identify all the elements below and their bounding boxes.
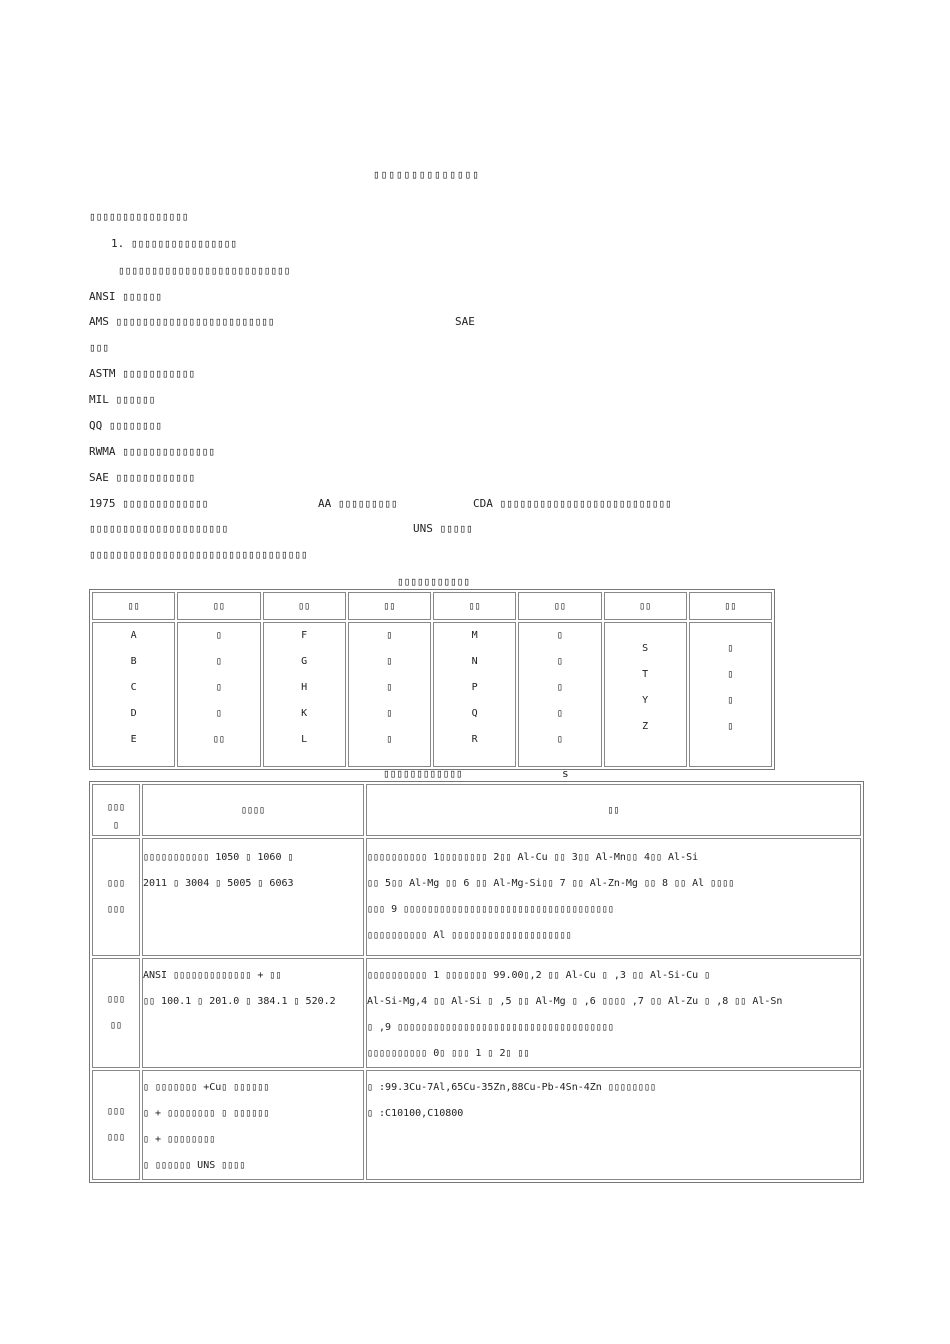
table1-col-elements-3	[518, 622, 601, 767]
table2-cell-line: ▯ + ▯▯▯▯▯▯▯▯	[143, 1134, 216, 1145]
table1-cell: D	[130, 708, 137, 719]
table1-cell: N	[471, 656, 478, 667]
table1-caption: ▯▯▯▯▯▯▯▯▯▯▯	[397, 575, 470, 588]
body-line-11: SAE ▯▯▯▯▯▯▯▯▯▯▯▯	[89, 471, 195, 484]
table2-label-text: ▯▯	[109, 1020, 123, 1031]
body-line-12-cda: CDA ▯▯▯▯▯▯▯▯▯▯▯▯▯▯▯▯▯▯▯▯▯▯▯▯▯▯	[473, 497, 672, 510]
table1-cell: ▯	[386, 682, 393, 693]
table1-cell: ▯	[727, 643, 734, 654]
table1-cell: C	[130, 682, 137, 693]
table1-header: ▯▯	[604, 592, 687, 620]
table1-col-letters-4	[604, 622, 687, 767]
body-line-3: ▯▯▯▯▯▯▯▯▯▯▯▯▯▯▯▯▯▯▯▯▯▯▯▯▯▯	[118, 264, 291, 277]
table2-cell-line: ▯▯▯▯▯▯▯▯▯▯ Al ▯▯▯▯▯▯▯▯▯▯▯▯▯▯▯▯▯▯▯▯	[367, 930, 572, 941]
body-line-2: 1. ▯▯▯▯▯▯▯▯▯▯▯▯▯▯▯▯	[111, 237, 237, 250]
body-line-5-sae: SAE	[455, 315, 475, 328]
table2-cell-line: ▯ :C10100,C10800	[367, 1108, 464, 1119]
table2-cell-line: ▯▯ 5▯▯ Al-Mg ▯▯ 6 ▯▯ Al-Mg-Si▯▯ 7 ▯▯ Al-Zn-Mg ▯▯ 8 ▯▯ Al ▯▯▯▯	[367, 878, 735, 889]
table1-col-letters-2	[263, 622, 346, 767]
table1-cell: Z	[642, 721, 649, 732]
table2-header-designation: ▯▯▯▯	[142, 784, 364, 836]
body-line-6: ▯▯▯	[89, 341, 109, 354]
table2-label-text: ▯▯▯	[106, 904, 126, 915]
table1-cell: ▯▯	[212, 734, 225, 745]
element-code-table	[89, 589, 775, 770]
table2-header-text: ▯	[112, 820, 120, 831]
table1-cell: ▯	[727, 669, 734, 680]
body-line-13: ▯▯▯▯▯▯▯▯▯▯▯▯▯▯▯▯▯▯▯▯▯	[89, 522, 229, 535]
table1-cell: Q	[471, 708, 478, 719]
table2-cell-line: ▯▯▯▯▯▯▯▯▯▯ 1▯▯▯▯▯▯▯▯ 2▯▯ Al-Cu ▯▯ 3▯▯ Al-Mn▯▯ 4▯▯ Al-Si	[367, 852, 699, 863]
table2-cell-line: ▯ ,9 ▯▯▯▯▯▯▯▯▯▯▯▯▯▯▯▯▯▯▯▯▯▯▯▯▯▯▯▯▯▯▯▯▯▯▯▯	[367, 1022, 614, 1033]
table2-cell-line: ▯ ▯▯▯▯▯▯ UNS ▯▯▯▯	[143, 1160, 246, 1171]
table1-cell: B	[130, 656, 137, 667]
body-line-5: AMS ▯▯▯▯▯▯▯▯▯▯▯▯▯▯▯▯▯▯▯▯▯▯▯▯	[89, 315, 275, 328]
table1-col-elements-2	[348, 622, 431, 767]
alloy-designation-table	[89, 781, 864, 1183]
body-line-1: ▯▯▯▯▯▯▯▯▯▯▯▯▯▯▯	[89, 210, 189, 223]
table1-header: ▯▯	[92, 592, 175, 620]
table2-cell-line: ▯▯ 100.1 ▯ 201.0 ▯ 384.1 ▯ 520.2	[143, 996, 336, 1007]
table1-cell: ▯	[215, 630, 222, 641]
table1-header: ▯▯	[177, 592, 260, 620]
table2-caption-suffix: s	[562, 767, 569, 780]
table1-cell: E	[130, 734, 137, 745]
table2-header-category	[92, 784, 140, 836]
table2-label-text: ▯▯▯	[106, 1132, 126, 1143]
table1-cell: ▯	[386, 630, 393, 641]
table2-row-description	[366, 1070, 861, 1180]
table1-cell: ▯	[386, 734, 393, 745]
table1-cell: ▯	[556, 708, 563, 719]
body-line-13-uns: UNS ▯▯▯▯▯	[413, 522, 473, 535]
table1-col-elements-4	[689, 622, 772, 767]
table2-cell-line: ▯ :99.3Cu-7Al,65Cu-35Zn,88Cu-Pb-4Sn-4Zn ▯▯▯▯▯▯▯▯	[367, 1082, 656, 1093]
table1-cell: ▯	[386, 656, 393, 667]
table1-cell: ▯	[556, 656, 563, 667]
table1-header: ▯▯	[518, 592, 601, 620]
table1-header: ▯▯	[689, 592, 772, 620]
table1-cell: G	[301, 656, 308, 667]
table2-row-designation	[142, 1070, 364, 1180]
table1-cell: T	[642, 669, 649, 680]
table1-cell: ▯	[215, 656, 222, 667]
body-line-8: MIL ▯▯▯▯▯▯	[89, 393, 156, 406]
table2-cell-line: ▯ + ▯▯▯▯▯▯▯▯ ▯ ▯▯▯▯▯▯	[143, 1108, 270, 1119]
table2-cell-line: ▯ ▯▯▯▯▯▯▯ +Cu▯ ▯▯▯▯▯▯	[143, 1082, 270, 1093]
table2-row-label	[92, 1070, 140, 1180]
table2-cell-line: ▯▯▯▯▯▯▯▯▯▯▯ 1050 ▯ 1060 ▯	[143, 852, 294, 863]
body-line-12-aa: AA ▯▯▯▯▯▯▯▯▯	[318, 497, 398, 510]
table1-header: ▯▯	[433, 592, 516, 620]
table1-cell: P	[471, 682, 478, 693]
table1-cell: K	[301, 708, 308, 719]
table2-caption: ▯▯▯▯▯▯▯▯▯▯▯▯	[383, 767, 463, 780]
table2-cell-line: ▯▯▯▯▯▯▯▯▯▯ 1 ▯▯▯▯▯▯▯ 99.00▯,2 ▯▯ Al-Cu ▯ ,3 ▯▯ Al-Si-Cu ▯	[367, 970, 711, 981]
table2-header-text: ▯▯▯	[106, 802, 126, 813]
body-line-7: ASTM ▯▯▯▯▯▯▯▯▯▯▯	[89, 367, 195, 380]
table1-header: ▯▯	[263, 592, 346, 620]
table2-row-label	[92, 838, 140, 956]
table1-cell: M	[471, 630, 478, 641]
table1-cell: F	[301, 630, 308, 641]
table2-cell-line: Al-Si-Mg,4 ▯▯ Al-Si ▯ ,5 ▯▯ Al-Mg ▯ ,6 ▯▯▯▯ ,7 ▯▯ Al-Zu ▯ ,8 ▯▯ Al-Sn	[367, 996, 783, 1007]
table2-cell-line: ANSI ▯▯▯▯▯▯▯▯▯▯▯▯▯ + ▯▯	[143, 970, 282, 981]
body-line-10: RWMA ▯▯▯▯▯▯▯▯▯▯▯▯▯▯	[89, 445, 215, 458]
table1-cell: ▯	[556, 682, 563, 693]
table1-cell: ▯	[727, 721, 734, 732]
table1-cell: ▯	[386, 708, 393, 719]
table2-label-text: ▯▯▯	[106, 878, 126, 889]
table1-col-letters-1	[92, 622, 175, 767]
table1-header: ▯▯	[348, 592, 431, 620]
table1-cell: ▯	[556, 630, 563, 641]
table1-cell: Y	[642, 695, 649, 706]
table1-cell: ▯	[215, 682, 222, 693]
table2-cell-line: 2011 ▯ 3004 ▯ 5005 ▯ 6063	[143, 878, 294, 889]
table2-label-text: ▯▯▯	[106, 994, 126, 1005]
table2-cell-line: ▯▯▯ 9 ▯▯▯▯▯▯▯▯▯▯▯▯▯▯▯▯▯▯▯▯▯▯▯▯▯▯▯▯▯▯▯▯▯▯▯	[367, 904, 614, 915]
table2-row-designation	[142, 958, 364, 1068]
table1-cell: H	[301, 682, 308, 693]
table2-row-designation	[142, 838, 364, 956]
table1-cell: ▯	[556, 734, 563, 745]
body-line-12: 1975 ▯▯▯▯▯▯▯▯▯▯▯▯▯	[89, 497, 209, 510]
table1-cell: L	[301, 734, 308, 745]
table1-cell: ▯	[727, 695, 734, 706]
table2-cell-line: ▯▯▯▯▯▯▯▯▯▯ 0▯ ▯▯▯ 1 ▯ 2▯ ▯▯	[367, 1048, 530, 1059]
table1-cell: R	[471, 734, 478, 745]
table1-col-letters-3	[433, 622, 516, 767]
table2-row-description	[366, 838, 861, 956]
table1-cell: S	[642, 643, 649, 654]
body-line-14: ▯▯▯▯▯▯▯▯▯▯▯▯▯▯▯▯▯▯▯▯▯▯▯▯▯▯▯▯▯▯▯▯▯	[89, 548, 308, 561]
table2-label-text: ▯▯▯	[106, 1106, 126, 1117]
table2-row-label	[92, 958, 140, 1068]
table1-cell: ▯	[215, 708, 222, 719]
body-line-9: QQ ▯▯▯▯▯▯▯▯	[89, 419, 162, 432]
table2-header-description: ▯▯	[366, 784, 861, 836]
page-title: ▯▯▯▯▯▯▯▯▯▯▯▯▯▯	[373, 168, 480, 181]
table1-col-elements-1	[177, 622, 260, 767]
body-line-4: ANSI ▯▯▯▯▯▯	[89, 290, 162, 303]
table2-row-description	[366, 958, 861, 1068]
table1-cell: A	[130, 630, 137, 641]
